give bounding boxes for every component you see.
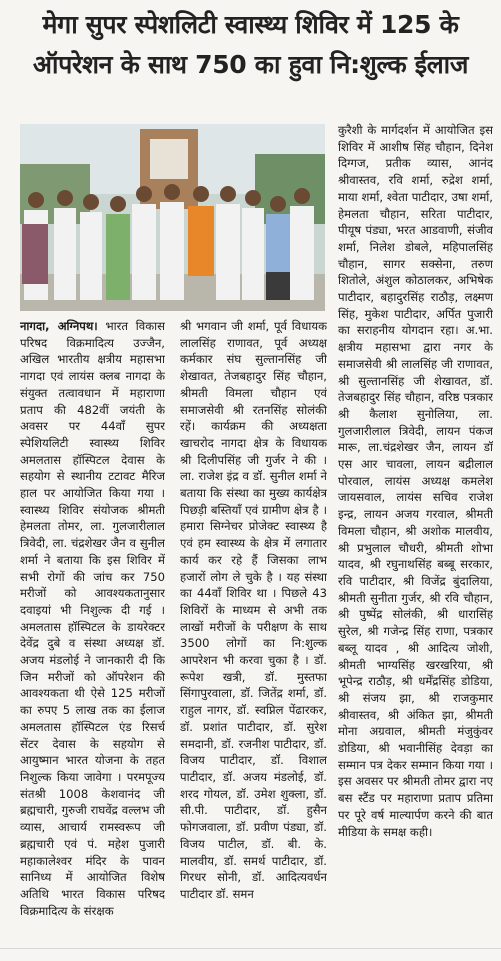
news-photo bbox=[20, 124, 325, 311]
headline-line-1: मेगा सुपर स्पेशलिटी स्वास्थ्य शिविर में 125 के bbox=[42, 10, 459, 39]
group-photo-image bbox=[20, 124, 325, 311]
column-3-text: कुरैशी के मार्गदर्शन में आयोजित इस शिविर में आशीष सिंह चौहान, दिनेश दिग्गज, प्रतीक व्यास, आनंद श्रीवास्तव, रवि शर्मा, रुद्रेश शर्मा, माया शर्मा, श्वेता पाटीदार, उषा शर्मा, हेमलता चौहान, सरिता पाटीदार, पीयूष पंड्या, भरत आडवाणी, संजीव शर्मा, निलेश डोबले, महिपालसिंह चौहान, सागर सक्सेना, तरुण शितोले, अंशुल कोठालकर, अभिषेक पाटीदार, बहादुरसिंह राठौड़, लक्ष्मण सिंह, मुकेश पाटीदार, अर्पित पुजारी का सराहनीय योगदान रहा। अ.भा. क्षत्रीय महासभा द्वारा नगर के समाजसेवी श्री लालसिंह जी राणावत, श्री सुल्तानसिंह जी शेखावत, डॉ. तेजबहादुर सिंह चौहान, वरिष्ठ पत्रकार श्री कैलाश सुनोलिया, ला. गुलजारीलाल त्रिवेदी, लायन पंकज मारू, ला.चंद्रशेखर जैन, लायन डॉ एस आर चावला, लायन बद्रीलाल पोरवाल, लायंस अध्यक्ष कमलेश जायसवाल, लायंस सचिव राजेश इन्द्र, लायन अजय गरवाल, श्रीमती विमला चौहान, श्री अशोक मालवीय, श्री प्रभुलाल चौधरी, श्रीमती शोभा यादव, श्री रघुनाथसिंह बब्बू सरकार, रवि पाटीदार, श्री विजेंद्र बुंदालिया, श्रीमती सुनीता गुर्जर, श्री रवि चौहान, श्री पुष्पेंद्र सोलंकी, श्री धारासिंह सुरेल, श्री गजेन्द्र सिंह राणा, पत्रकार बब्लू यादव , श्री आदित्य जोशी, श्रीमती भाग्यसिंह खरखरिया, श्री भूपेन्द्र राठौड़, श्री धर्मेंद्रसिंह डोडिया, श्री संजय झा, श्री राजकुमार श्रीवास्तव, श्री अंकित झा, श्रीमती मोना अग्रवाल, श्रीमती मंजुकुंवर डोडिया, श्री भवानीसिंह देवड़ा का सम्मान पत्र देकर सम्मान किया गया । इस अवसर पर श्रीमती तोमर द्वारा नए बस स्टैंड पर महाराणा प्रताप प्रतिमा पर पूरे वर्ष माल्यार्पण करने की बात मीडिया के समक्ष कही। bbox=[338, 123, 493, 839]
headline bbox=[6, 8, 495, 82]
article-column-2 bbox=[180, 318, 327, 958]
article-column-1 bbox=[20, 318, 165, 958]
article-column-3 bbox=[338, 122, 493, 952]
page-bottom-edge bbox=[0, 948, 501, 961]
headline-line-2: ऑपरेशन के साथ 750 का हुवा नि:शुल्क ईलाज bbox=[32, 50, 469, 79]
dateline: नागदा, अग्निपथ। bbox=[20, 319, 98, 333]
column-1-text: भारत विकास परिषद विक्रमादित्य उज्जैन, अखिल भारतीय क्षत्रीय महासभा नागदा एवं लायंस क्लब नागदा के संयुक्त तत्वावधान में महाराणा प्रताप की 482वीं जयंती के अवसर पर 44वाँ सुपर स्पेशियलिटी स्वास्थ्य शिविर अमलतास हॉस्पिटल देवास के सहयोग से स्थानीय टटावट मैरिज हाल पर आयोजित किया गया । स्वास्थ्य शिविर संयोजक श्रीमती हेमलता तोमर, ला. गुलजारीलाल त्रिवेदी, ला. चंद्रशेखर जैन व सुनील शर्मा ने बताया कि इस शिविर में सभी रोगों की जांच कर 750 मरीजों को आवश्यकतानुसार दवाइयां भी निशुल्क दी गई । अमलतास हॉस्पिटल के डायरेक्टर देवेंद्र दुबे व संस्था अध्यक्ष डॉ. अजय मंडलोई ने जानकारी दी कि जिन मरीजों को ऑपरेशन की आवश्यकता थी ऐसे 125 मरीजों का रुपए 5 लाख तक का ईलाज अमलतास हॉस्पिटल एंड रिसर्च सेंटर देवास के सहयोग से आयुष्मान भारत योजना के तहत निशुल्क किया जावेगा । परमपूज्य संतश्री 1008 केशवानंद जी ब्रह्मचारी, गुरुजी राघवेंद्र वल्लभ जी व्यास, आचार्य रामस्वरूप जी ब्रह्मचारी एवं पं. महेश पुजारी महाकालेश्वर मंदिर के पावन सानिध्य में आयोजित विशेष अतिथि भारत विकास परिषद विक्रमादित्य के संरक्षक bbox=[20, 319, 165, 918]
column-2-text: श्री भगवान जी शर्मा, पूर्व विधायक लालसिंह राणावत, पूर्व अध्यक्ष कर्मकार संघ सुल्तानसिंह जी शेखावत, तेजबहादुर सिंह चौहान, श्रीमती विमला चौहान एवं समाजसेवी श्री रतनसिंह सोलंकी रहें। कार्यक्रम की अध्यक्षता खाचरोद नागदा क्षेत्र के विधायक श्री दिलीपसिंह जी गुर्जर ने की । ला. राजेश इंद्र व डॉ. सुनील शर्मा ने बताया कि संस्था का मुख्य कार्यक्षेत्र पिछड़ी बस्तियाँ एवं ग्रामीण क्षेत्र है । हमारा सिग्नेचर प्रोजेक्ट स्वास्थ्य है एवं हम स्वास्थ्य के क्षेत्र में लगातार कार्य कर रहे हैं जिसका लाभ हजारों लोग ले चुके है । यह संस्था का 44वाँ शिविर था । पिछले 43 शिविरों के माध्यम से अभी तक लाखों मरीजों के परीक्षण के साथ 3500 लोगों का नि:शुल्क आपरेशन भी करवा चुका है । डॉ. रूपेश खत्री, डॉ. मुस्तफा सिंगापुरवाला, डॉ. जितेंद्र शर्मा, डॉ. राहुल नागर, डॉ. स्वप्निल पेंढारकर, डॉ. प्रशांत पाटीदार, डॉ. सुरेश समदानी, डॉ. रजनीश पाटीदार, डॉ. विजय पाटीदार, डॉ. विशाल पाटीदार, डॉ. अजय मंडलोई, डॉ. शरद गोयल, डॉ. उमेश शुक्ला, डॉ. सी.पी. पाटीदार, डॉ. हुसैन फोगजवाला, डॉ. प्रवीण पंड्या, डॉ. विजय पाटील, डॉ. बी. के. मालवीय, डॉ. समर्थ पाटीदार, डॉ. गिरधर सोनी, डॉ. आदित्यवर्धन पाटीदार डॉ. समन bbox=[180, 319, 327, 901]
